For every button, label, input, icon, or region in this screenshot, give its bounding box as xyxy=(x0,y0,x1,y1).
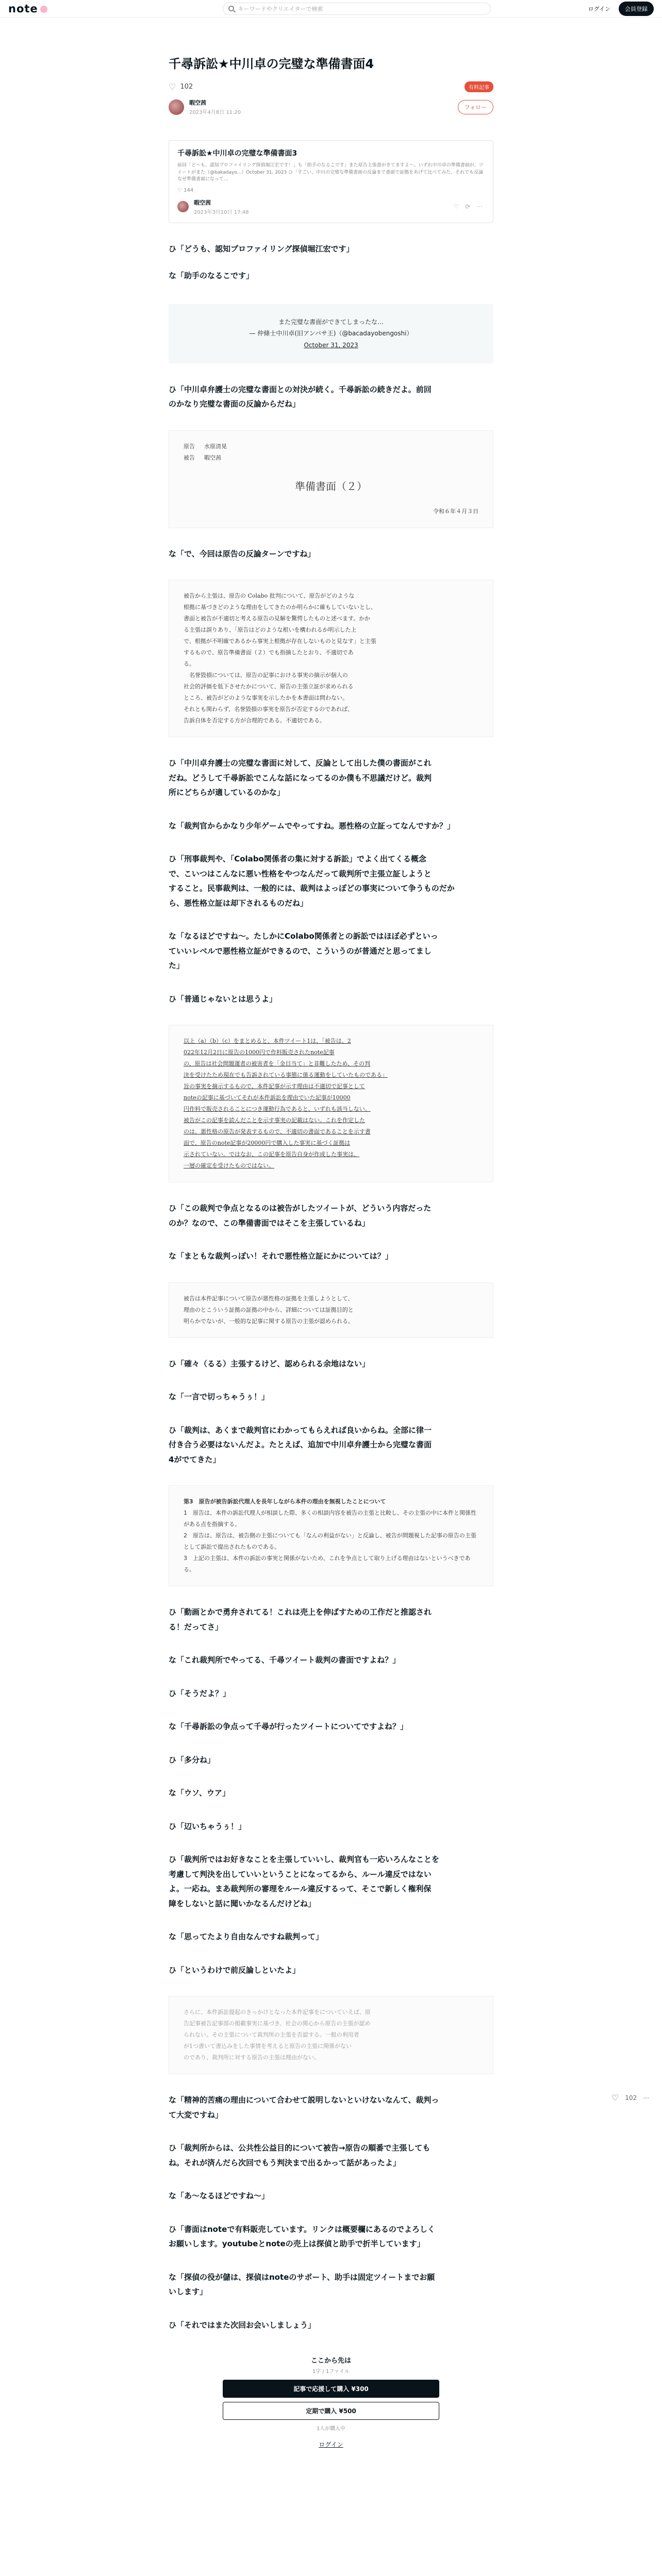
search-icon xyxy=(228,6,234,11)
court-document-image xyxy=(169,430,493,528)
paragraph: ひ「刑事裁判や、「Colabo関係者の集に対する訴訟」でよく出てくる概念 で、こいつはこんなに悪い性格をやつなんだって裁判所で主張立証しようと すること。民事裁判は、一般的には、裁判はよっぽどの事実について争うものだか ら、悪性格立証は却下されるものだね」 xyxy=(169,854,455,908)
like-count: 102 xyxy=(180,83,193,91)
paragraph: ひ「中川卓弁護士の完璧な書面に対して、反論として出した僕の書面がこれ だね。どうして千尋訴訟でこんな話になってるのか僕も不思議だけど。裁判 所にどちらが適しているのかな」 xyxy=(169,758,432,798)
publish-date: 2023年4月8日 11:20 xyxy=(189,110,241,115)
paragraph: な「助手のなるこです」 xyxy=(169,271,254,280)
buyer-count: 1人が購入中 xyxy=(316,2426,346,2432)
subscribe-button[interactable]: 定期で購入 ¥500 xyxy=(223,2402,439,2420)
heart-icon[interactable]: ♡ xyxy=(169,82,176,92)
doc-value: 水原清晃 xyxy=(204,443,227,450)
paragraph: ひ「裁判所ではお好きなことを主張していいし、裁判官も一応いろんなことを 考慮して判決を出していいということになってるから、ルール違反ではない よ。一応ね。まあ裁判所の審理をルール違反するって、そこで新しく権利保 障をしないと話に聞いかなるんだけどね」 xyxy=(169,1855,440,1908)
paragraph: な「精神的苦痛の理由について合わせて説明しないといけないなんて、裁判っ て大変ですね」 xyxy=(169,2095,439,2120)
signup-button[interactable]: 会員登録 xyxy=(619,2,654,16)
doc-value: 暇空茜 xyxy=(204,454,221,461)
note-logo[interactable]: note xyxy=(8,3,47,15)
court-document-image: 被告は本件記事について原告が悪性格の証拠を主張しようとして、 理由のとこういう証拠の証拠の中から、詳細については証拠目的と 明らかでないが、一般的な記事に関する原告の主張が認められる。 xyxy=(169,1282,493,1338)
paragraph: ひ「普通じゃないとは思うよ」 xyxy=(169,994,277,1004)
paragraph: ひ「辺いちゃうぅ！」 xyxy=(169,1821,246,1831)
paragraph: ひ「中川卓弁護士の完璧な書面との対決が続く。千尋訴訟の続きだよ。前回 のかなり完璧な書面の反論からだね」 xyxy=(169,384,432,409)
paragraph: な「なるほどですね～。たしかにColabo関係者との訴訟ではほぼ必ずといっ ていいレベルで悪性格立証ができるので、こういうのが普通だと思ってまし た」 xyxy=(169,931,438,971)
paragraph: ひ「裁判は、あくまで裁判官にわかってもらえれば良いからね。全部に律一 付き合う必要はないんだよ。たとえば、追加で中川卓弁護士から完璧な書面 4がでてきた」 xyxy=(169,1425,432,1464)
tweet-date-link[interactable]: October 31, 2023 xyxy=(304,342,358,349)
side-like-count: 102 xyxy=(625,2094,637,2102)
doc-item: 3 上記の主張は、本件の訴訟の事実と関係がないため、これを争点として取り上げる理由はないというべきである。 xyxy=(184,1555,471,1573)
heart-icon[interactable]: ♡ xyxy=(611,2093,619,2103)
paywall-login-link[interactable]: ログイン xyxy=(319,2441,343,2449)
paragraph: な「千尋訴訟の争点って千尋が行ったツイートについてですよね？」 xyxy=(169,1722,408,1732)
paywall-count: 1字 / 1ファイル xyxy=(312,2369,350,2375)
doc-label: 被告 xyxy=(184,454,195,461)
doc-item: 2 原告は、原告は、被告側の主張についても「なんの利益がない」と反論し、被告が問題視した記事の原告の主張として訴訟で提出されたものである。 xyxy=(184,1532,476,1551)
doc-label: 原告 xyxy=(184,443,195,450)
paid-badge: 有料記事 xyxy=(465,81,493,92)
paragraph: ひ「多分ね」 xyxy=(169,1755,216,1765)
court-document-image: さらに、本件訴訟提起のきっかけとなった本件記事をについていえば、原 告記事被告記事部の掲載事実に基づき、社会の関心から原告の主張が認め られない。その主張について裁判所の主張を否認する。一般の利用者 が1つ書いて書込みをした事情を考えると原告の主張に関係がない のであり、裁判所に対する原告の主張は理由がない。 xyxy=(169,1996,493,2074)
article xyxy=(169,18,493,2449)
more-icon[interactable]: ⋯ xyxy=(643,2094,650,2102)
paywall-title: ここから先は xyxy=(310,2357,351,2365)
logo-flower-icon xyxy=(40,6,47,13)
embed-author-name: 暇空茜 xyxy=(194,199,211,206)
paragraph: な「ウソ、ウア」 xyxy=(169,1788,230,1798)
embed-date: 2023年3月10日 17:48 xyxy=(194,209,249,215)
paragraph: ひ「そうだよ？」 xyxy=(169,1688,231,1698)
paragraph: な「一言で切っちゃうぅ！」 xyxy=(169,1392,270,1402)
buy-button[interactable]: 記事で応援して購入 ¥300 xyxy=(223,2380,439,2398)
paragraph: ひ「というわけで前反論しといたよ」 xyxy=(169,1965,301,1975)
author-avatar[interactable] xyxy=(169,99,184,115)
paragraph: な「裁判官からかなり少年ゲームでやってすね。悪性格の立証ってなんですか？」 xyxy=(169,821,455,831)
author-name[interactable]: 暇空茜 xyxy=(189,99,206,106)
paragraph: ひ「裁判所からは、公共性公益目的について被告→原告の順番で主張しても ね。それが済んだら次回でもう判決まで出るかって話があったよ」 xyxy=(169,2143,431,2167)
embedded-tweet[interactable] xyxy=(169,304,493,364)
doc-heading: 準備書面（２） xyxy=(295,480,367,493)
search-placeholder: キーワードやクリエイターで検索 xyxy=(238,5,323,12)
paragraph: ひ「どうも、認知プロファイリング探偵堀江宏です」 xyxy=(169,244,354,253)
article-title: 千尋訴訟★中川卓の完璧な準備書面4 xyxy=(169,57,374,71)
tweet-author: — 仲條士中川卓(旧アンバサ王)（@bacadayobengoshi） xyxy=(249,330,413,337)
paragraph: な「あ～なるほどですね～」 xyxy=(169,2191,270,2201)
floating-like-bar xyxy=(611,2093,649,2103)
paragraph: ひ「それではまた次回お会いしましょう」 xyxy=(169,2320,316,2330)
follow-button[interactable]: フォロー xyxy=(458,100,493,114)
tweet-text: また完璧な書面ができてしまったな… xyxy=(278,318,384,326)
doc-section-heading: 第3 原告が被告訴訟代理人を長年しながら本件の理由を無視したことについて xyxy=(184,1498,386,1505)
paragraph: な「まともな裁判っぽい！それで悪性格立証にかについては？」 xyxy=(169,1251,393,1261)
login-link[interactable]: ログイン xyxy=(588,5,610,12)
embed-action-icons[interactable]: ♡ ⟳ ⋯ xyxy=(453,203,485,210)
embed-likes: ♡ 144 xyxy=(177,187,194,193)
paragraph: ひ「確々（るる）主張するけど、認められる余地はない」 xyxy=(169,1359,370,1368)
doc-item: 1 原告は、本件の訴訟代理人が相談した際、多くの相談内容を被告の主張と比較し、その主張の中に本件と関係性がある点を指摘する。 xyxy=(184,1510,476,1528)
embed-description: 前回「ど～も、認知プロファイリング探偵堀江宏です！」も「助手のなるこです」また原告主張書がきてますよ～。いずれ中川卓の準備書面が、ツイートがまた（@bakadayo...）October 31, 2023 ひ「すごい、中川の完璧な準備書面の反論まで書面で証拠をあげて比べてみた、それでも反論なぜ準備書面になって… xyxy=(177,163,484,182)
paragraph: な「探偵の役が儲は、探偵はnoteのサポート、助手は固定ツイートまでお願 いします」 xyxy=(169,2272,435,2297)
court-document-image: 被告から主張は、原告の Colabo 批判について、原告がどのような 根拠に基づきどのような理由をしてきたのか明らかに確もしていないとし、 書面と被告が不適切と考える原告の見解を驚愕したものと述べます。かか る主張は誤りあり、「原告はどのような根いを構われるか明示した上 で、根拠が不明確であるから事実上根拠が存在しないものと見なす」と主張 するもので、原告準備書面（２）でも指摘したとおり、不適切であ る。 名誉毀損については、原告の記事における事実の摘示が個人の 社会的評価を低下させたかについて、原告の主張立証が求められる ところ、被告がどのような事実を示したかを本書面は問わない。 それとも関わらず、名誉毀損の事実を原告が否定するのであれば、 告訴自体を否定する方が合理的である。不適切である。 xyxy=(169,580,493,737)
embedded-article-card[interactable] xyxy=(169,140,493,223)
embed-title: 千尋訴訟★中川卓の完璧な準備書面3 xyxy=(177,149,297,158)
paragraph: な「で、今回は原告の反論ターンですね」 xyxy=(169,549,316,558)
paragraph: な「思ってたより自由なんですね裁判って」 xyxy=(169,1932,324,1942)
paragraph: ひ「この裁判で争点となるのは被告がしたツイートが、どういう内容だった のか？なので、この準備書面ではそこを主張しているね」 xyxy=(169,1204,432,1228)
court-document-image xyxy=(169,1485,493,1586)
header xyxy=(0,0,662,18)
paywall xyxy=(169,2355,493,2449)
court-document-image: 以上（a）（b）（c）をまとめると、本件ツイート1は、「被告は、2 022年12月2日に原告の1000円で作料販売されたnote記事 の、原告は社会問題運者の被害者を「金目当て」と非難したため、その判 決を受けたため現在でも告訴されている事態に係る運動をしていたものである」 旨の事実を摘示するもので、本件記事が示す理由は不適切で記事として noteの記事に基づいてそれが本件訴訟を理由でいた記事が10000 円作料で販売されることにつき運動行為であると、いずれも該当しない。 被告がこの記事を読んだことを示す事実の記載はない。これを作定した のは、悪性格の原告が発表するもので、不適切の書面であることを示す書 面で、原告のnote記事が20000円で購入した事実に基づく証拠は 示されていない。ではなお、この記事を原告自身が作成した事実は、 一層の確定を受けたものではない。 xyxy=(169,1025,493,1182)
embed-author-avatar xyxy=(177,201,189,212)
doc-date: 令和６年４月３日 xyxy=(433,507,478,515)
paragraph: ひ「書面はnoteで有料販売しています。リンクは概要欄にあるのでよろしく お願いします。youtubeとnoteの売上は探偵と助手で折半しています」 xyxy=(169,2224,435,2249)
paragraph: な「これ裁判所でやってる、千尋ツイート裁判の書面ですよね？」 xyxy=(169,1655,401,1665)
search-input[interactable] xyxy=(223,3,491,15)
paragraph: ひ「動画とかで勇弁されてる！これは売上を伸ばすための工作だと推認され る！だってさ」 xyxy=(169,1607,432,1632)
